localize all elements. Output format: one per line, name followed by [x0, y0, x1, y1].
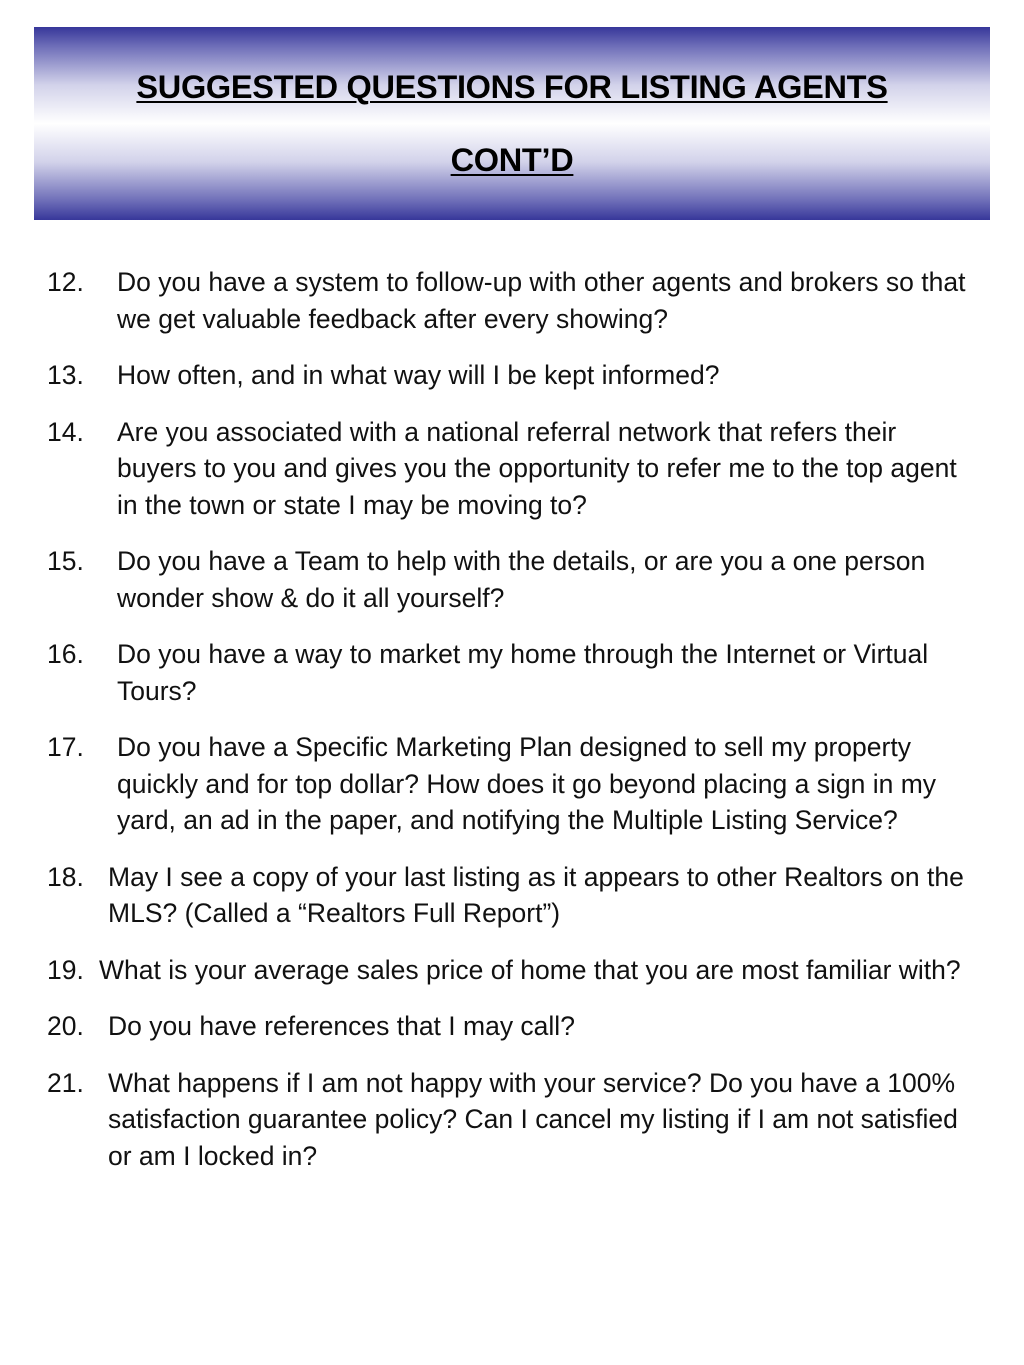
- title-banner: [34, 27, 990, 220]
- question-text: Do you have a system to follow-up with other agents and brokers so that we get valuable feedback after every showing?: [117, 267, 966, 334]
- list-item: [47, 543, 977, 616]
- list-item: [47, 729, 977, 839]
- list-item: [47, 952, 977, 989]
- question-number: 16.: [47, 639, 84, 669]
- list-item: [47, 264, 977, 337]
- question-text: Do you have references that I may call?: [108, 1011, 575, 1041]
- page-title-continued: CONT’D: [450, 142, 574, 178]
- question-number: 19.: [47, 954, 84, 985]
- list-item: [47, 859, 977, 932]
- question-text: May I see a copy of your last listing as it appears to other Realtors on the MLS? (Called a “Realtors Full Report”): [108, 861, 964, 928]
- question-number: 12.: [47, 267, 84, 297]
- question-text: Do you have a Specific Marketing Plan designed to sell my property quickly and for top dollar? How does it go beyond placing a sign in my yard, an ad in the paper, and notifying the Multiple Listing Service?: [117, 732, 937, 835]
- question-list: [47, 264, 977, 1194]
- question-number: 21.: [47, 1067, 84, 1098]
- question-text: How often, and in what way will I be kept informed?: [117, 360, 720, 390]
- question-number: 15.: [47, 546, 84, 576]
- list-item: [47, 1065, 977, 1175]
- question-text: Are you associated with a national referral network that refers their buyers to you and gives you the opportunity to refer me to the top agent in the town or state I may be moving to?: [117, 416, 957, 520]
- question-text: What is your average sales price of home that you are most familiar with?: [99, 954, 961, 985]
- question-number: 13.: [47, 360, 84, 390]
- page-title: SUGGESTED QUESTIONS FOR LISTING AGENTS: [136, 69, 888, 105]
- question-number: 17.: [47, 732, 84, 762]
- question-number: 18.: [47, 861, 84, 892]
- question-text: What happens if I am not happy with your service? Do you have a 100% satisfaction guarantee policy? Can I cancel my listing if I am not satisfied or am I locked in?: [108, 1067, 958, 1171]
- question-number: 20.: [47, 1011, 84, 1041]
- question-text: Do you have a Team to help with the details, or are you a one person wonder show & do it all yourself?: [117, 546, 926, 613]
- list-item: [47, 636, 977, 709]
- question-number: 14.: [47, 416, 84, 447]
- question-text: Do you have a way to market my home through the Internet or Virtual Tours?: [117, 639, 929, 706]
- list-item: [47, 357, 977, 394]
- list-item: [47, 414, 977, 524]
- list-item: [47, 1008, 977, 1045]
